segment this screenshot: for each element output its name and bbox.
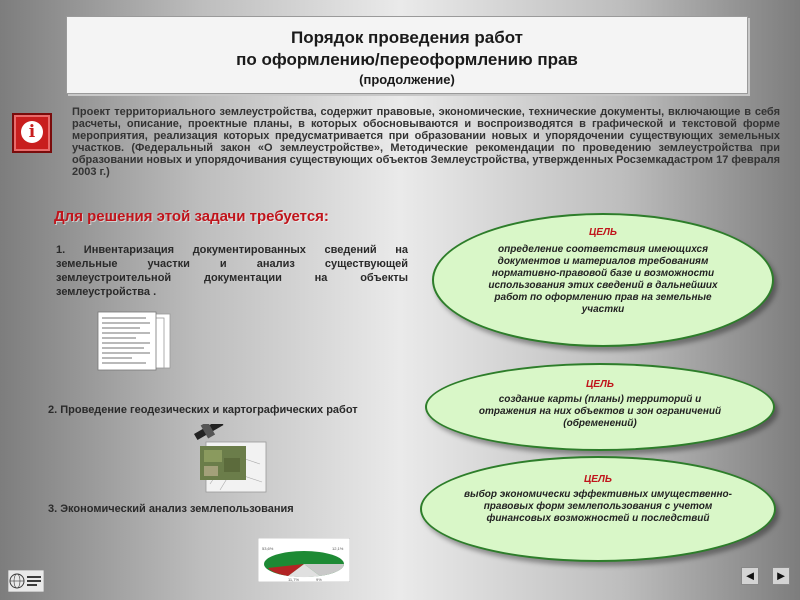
info-icon [12,113,52,153]
info-glyph: i [21,121,43,143]
goal-text-3: выбор экономически эффективных имущественно-правовых форм землепользования с учетом финансовых возможностей и последствий [464,489,732,524]
title-box [66,16,748,94]
intro-paragraph: Проект территориального землеустройства, содержит правовые, экономические, технические документы, включающие в себя расчеты, описание, проектные планы, в которых обосновываются и воспроизводятся в графической и текстовой форме мероприятия, реализация которых предусматривается при образовании новых и упорядочении существующих земельных участков. (Федеральный закон «О землеустройстве», Методические рекомендации по проведению землеустройства при образовании новых и упорядочивания существующих объектов Землеустройства, утвержденных Росземкадастром 17 февраля 2003 г.) [72,106,780,178]
organization-logo [8,570,44,592]
pie-label-3: 11,7% [288,577,300,582]
pie-label-1: 53,6% [262,546,274,551]
pie-label-2: 12,1% [332,546,344,551]
goal-label-3: ЦЕЛЬ [583,474,613,485]
task-item-2: 2. Проведение геодезических и картографических работ [48,404,358,416]
goal-text-2: создание карты (планы) территорий и отражения на них объектов и зон ограничений (обременений) [478,394,722,429]
pie-label-4: 9% [316,577,322,582]
task-heading: Для решения этой задачи требуется: [54,208,329,225]
next-slide-button[interactable]: ► [772,567,790,585]
goal-label-2: ЦЕЛЬ [585,379,615,390]
previous-slide-button[interactable]: ◄ [741,567,759,585]
goal-oval-2 [425,363,775,451]
goal-text-1: определение соответствия имеющихся документов и материалов требованиям нормативно-правовой базе и возможности использования этих сведений в дальнейших работ по оформлению прав на земельные участки [488,244,718,315]
goal-oval-3 [420,456,776,562]
goal-oval-1 [432,213,774,347]
slide-subtitle: (продолжение) [359,72,455,87]
task-item-1: 1. Инвентаризация документированных сведений на земельные участки и анализ существующей землеустроительной документации на объекты землеустройства . [56,244,408,298]
documents-thumbnail [96,310,174,372]
slide-title-line1: Порядок проведения работ [290,28,524,47]
pie-chart-thumbnail [258,538,350,582]
slide-title-line2: по оформлению/переоформлению прав [236,50,578,69]
goal-label-1: ЦЕЛЬ [588,227,618,238]
satellite-map-thumbnail [190,424,268,494]
task-item-3: 3. Экономический анализ землепользования [48,503,294,515]
